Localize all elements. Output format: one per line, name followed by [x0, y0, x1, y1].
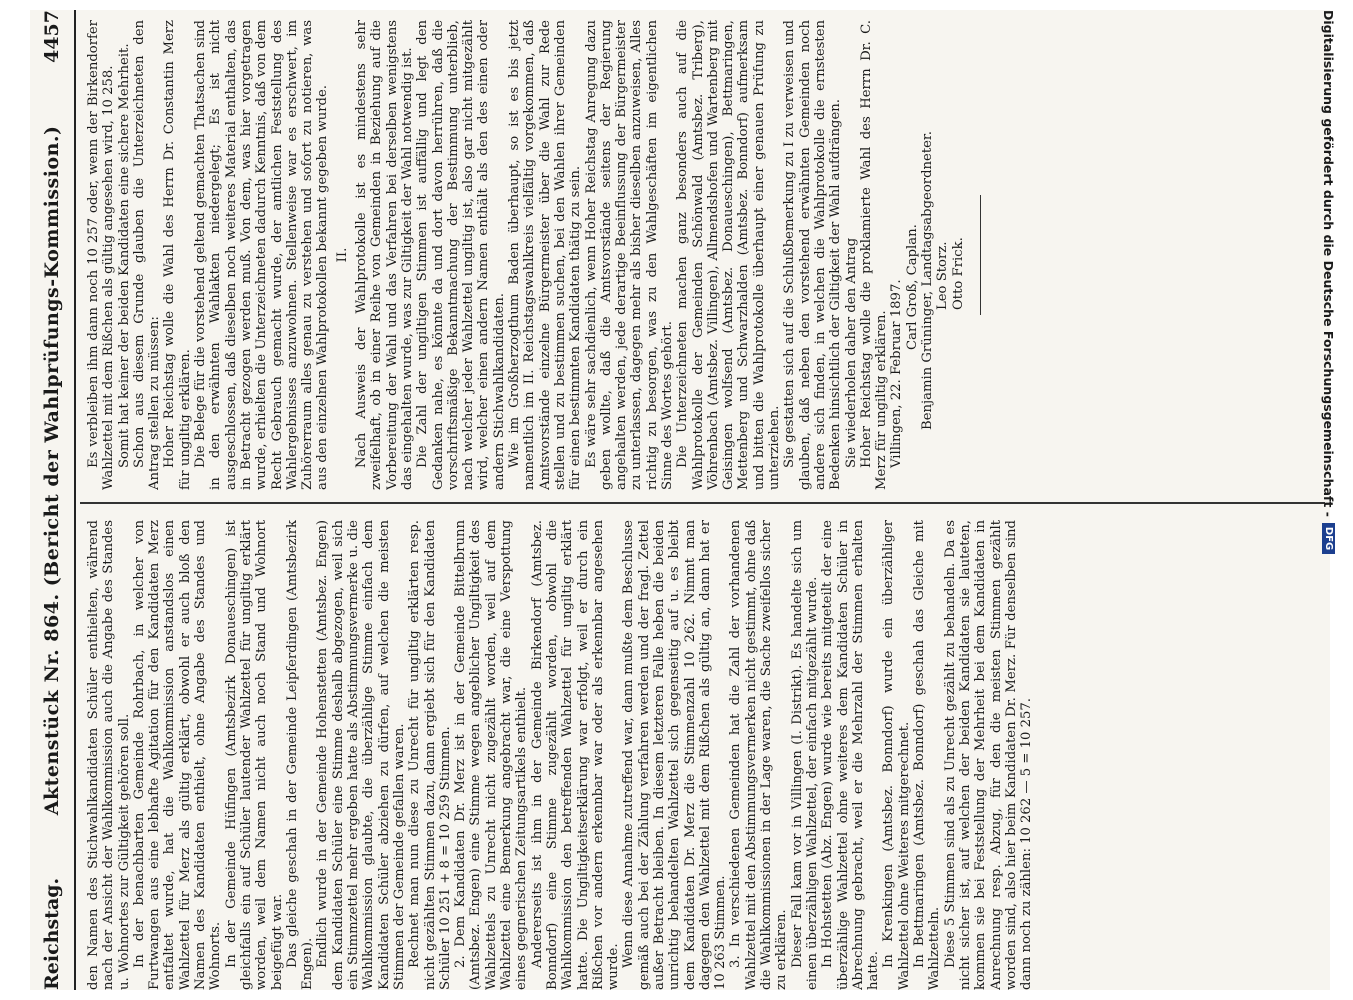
- paragraph: Das gleiche geschah in der Gemeinde Leipferdingen (Amtsbezirk Engen).: [284, 520, 316, 990]
- paragraph: Es verbleiben ihm dann noch 10 257 oder, wenn der Birkendorfer Wahlzettel mit dem Rißchen als gültig angesehen wird, 10 258.: [86, 20, 117, 490]
- paragraph: Die Zahl der ungiltigen Stimmen ist auffällig und legt den Gedanken nahe, es könnte da und dort davon herrühren, daß die vorschriftsmäßige Bekanntmachung der Bestimmung unterblieb, nach welcher jeder Wahlzettel ungiltig ist, also gar nicht mitgezählt wird, welcher einen andern Namen enthält als den des einen oder andern Stichwahlkandidaten.: [415, 20, 507, 490]
- end-rule: [980, 195, 981, 315]
- header-title: Aktenstück Nr. 864. (Bericht der Wahlprüfungs-Kommission.): [41, 125, 63, 816]
- paragraph: Villingen, 22. Februar 1897.: [889, 279, 905, 468]
- paragraph: In Hohstetten (Abz. Engen) wurde wie bereits mitgeteilt der eine überzählige Wahlzettel ohne weiteres dem Kandidaten Schüler in Abrechnung gebracht, weil er die Mehrzahl der Stimmen erhalten hatte.: [820, 520, 882, 990]
- paragraph: Dieser Fall kam vor in Villingen (I. Distrikt). Es handelte sich um einen überzähligen Wahlzettel, der einfach mitgezählt wurde.: [789, 520, 820, 990]
- paragraph: Sie gestatten sich auf die Schlußbemerkung zu I zu verweisen und glauben, daß neben den vorstehend erwähnten Gemeinden noch andere sich finden, in welchen die Wahlprotokolle die ernstesten Bedenken hinsichtlich der Giltigkeit der Wahl aufdrängen.: [782, 20, 844, 490]
- paragraph: 3. In verschiedenen Gemeinden hat die Zahl der vorhandenen Wahlzettel mit den Abstimmungsvermerken nicht gestimmt, ohne daß die Wahlkommissionen in der Lage waren, die Sache zweifellos sicher zu erklären.: [728, 520, 790, 990]
- paragraph: 2. Dem Kandidaten Dr. Merz ist in der Gemeinde Bittelbrunn (Amtsbez. Engen) eine Stimme wegen angeblicher Ungiltigkeit des Wahlzettels zu Unrecht nicht zugezählt worden, weil auf dem Wahlzettel eine Bemerkung angebracht war, die eine Verspottung eines gegnerischen Zeitungsartikels enthielt.: [453, 520, 530, 990]
- document-page: [30, 10, 1330, 990]
- paragraph: Carl Groß, Caplan.: [904, 224, 920, 350]
- paragraph: Diese 5 Stimmen sind als zu Unrecht gezählt zu behandeln. Da es nicht sicher ist, auf welchen der beiden Kandidaten sie lauteten, kommen sie bei Feststellung der Mehrheit bei dem Kandidaten in Anrechnung resp. Abzug, für den die meisten Stimmen gezählt worden sind, also hier beim Kandidaten Dr. Merz. Für denselben sind dann noch zu zählen: 10 262 — 5 = 10 257.: [942, 520, 1035, 990]
- paragraph: In Bettmaringen (Amtsbez. Bonndorf) geschah das Gleiche mit Wahlzetteln.: [912, 520, 943, 990]
- left-column: [86, 520, 1326, 990]
- paragraph: Endlich wurde in der Gemeinde Hohenstetten (Amtsbez. Engen) dem Kandidaten Schüler eine Stimme deshalb abgezogen, weil sich ein Stimmzettel mehr ergeben hatte als Abstimmungsvermerke u. die Wahlkommission glaubte, die überzählige Stimme einfach dem Kandidaten Schüler abziehen zu dürfen, auf welchen die meisten Stimmen der Gemeinde gefallen waren.: [315, 520, 407, 990]
- paragraph: den Namen des Stichwahlkandidaten Schüler enthielten, während nach der Ansicht der Wahlkommission auch die Angabe des Standes u. Wohnortes zur Gültigkeit gehören soll.: [86, 520, 132, 990]
- paragraph: In der Gemeinde Hüfingen (Amtsbezirk Donaueschingen) ist gleichfalls ein auf Schüler lautender Wahlzettel für ungiltig erklärt worden, weil dem Namen nicht auch noch Stand und Wohnort beigefügt war.: [223, 520, 285, 990]
- paragraph: Hoher Reichstag wolle die proklamierte Wahl des Herrn Dr. C. Merz für ungiltig erklären.: [858, 20, 890, 490]
- digitization-text: Digitalisierung gefördert durch die Deutsche Forschungsgemeinschaft -: [1321, 10, 1337, 517]
- column-divider: [80, 502, 1325, 504]
- paragraph: Hoher Reichstag wolle die Wahl des Herrn Dr. Constantin Merz für ungiltig erklären.: [162, 20, 193, 490]
- paragraph: Die Belege für die vorstehend geltend gemachten Thatsachen sind in den erwähnten Wahlakten niedergelegt; Es ist nicht ausgeschlossen, daß dieselben noch weiteres Material enthalten, das in Betracht gezogen werden muß. Von dem, was hier vorgetragen wurde, erhielten die Unterzeichneten dadurch Kenntnis, daß von dem Recht Gebrauch gemacht wurde, der amtlichen Feststellung des Wahlergebnisses anzuwohnen. Stellenweise war es erschwert, im Zuhörerraum alles genau zu verstehen und sofort zu notieren, was aus den einzelnen Wahlprotokollen bekannt gegeben wurde.: [193, 20, 331, 490]
- paragraph: Schon aus diesem Grunde glauben die Unterzeichneten den Antrag stellen zu müssen:: [131, 20, 163, 490]
- page-number: 4457: [41, 10, 63, 63]
- dfg-logo: DFG: [1323, 523, 1336, 554]
- running-head: [30, 10, 76, 990]
- paragraph: Die Unterzeichneten machen ganz besonders auch auf die Wahlprotokolle der Gemeinden Schönwald (Amtsbez. Triberg), Vöhrenbach (Amtsbez. Villingen), Allmendshofen und Wartenberg mit Geisingen wolfsend (Amtsbez. Donaueschingen), Bettmaringen, Mettenberg und Schwarzhalden (Amtsbez. Bonndorf) aufmerksam und bitten die Wahlprotokolle überhaupt einer genauen Prüfung zu unterziehen.: [675, 20, 783, 490]
- paragraph: Benjamin Grüninger, Landtagsabgeordneter.: [920, 131, 936, 430]
- header-left: Reichstag.: [41, 877, 63, 990]
- paragraph: Otto Frick.: [950, 237, 966, 310]
- paragraph: Wenn diese Annahme zutreffend war, dann mußte dem Beschlusse gemäß auch bei der Zählung verfahren werden und der fragl. Zettel außer Betracht bleiben. In diesem letzteren Falle heben die beiden unrichtig behandelten Wahlzettel sich gegenseitig auf u. es bleibt dem Kandidaten Dr. Merz die Stimmenzahl 10 262. Nimmt man dagegen den Wahlzettel mit dem Rißchen als gültig an, dann hat er 10 263 Stimmen.: [621, 520, 729, 990]
- paragraph: Wie im Großherzogthum Baden überhaupt, so ist es bis jetzt namentlich im II. Reichstagswahlkreis vielfältig vorgekommen, daß Amtsvorstände einzelne Bürgermeister über die Wahl zur Rede stellen und zu bestimmen suchen, bei den Wahlen ihrer Gemeinden für einen bestimmten Kandidaten thätig zu sein.: [507, 20, 584, 490]
- paragraph: In Krenkingen (Amtsbez. Bonndorf) wurde ein überzähliger Wahlzettel ohne Weiteres mitgerechnet.: [881, 520, 912, 990]
- paragraph: II.: [334, 247, 350, 263]
- paragraph: Es wäre sehr sachdienlich, wenn Hoher Reichstag Anregung dazu geben wollte, daß die Amtsvorstände seitens der Regierung angehalten werden, jede derartige Beeinflussung der Bürgermeister zu unterlassen, dagegen mehr als bisher dieselben anzuweisen, Alles richtig zu besorgen, was zu den Wahlgeschäften im eigentlichen Sinne des Wortes gehört.: [583, 20, 675, 490]
- paragraph: Sie wiederholen daher den Antrag: [843, 237, 859, 468]
- paragraph: Somit hat keiner der beiden Kandidaten eine sichere Mehrheit.: [116, 43, 132, 468]
- paragraph: In der benachbarten Gemeinde Rohrbach, in welcher von Furtwangen aus eine lebhafte Agitation für den Kandidaten Merz entfaltet wurde, hat die Wahlkommission anstandslos einen Wahlzettel für Merz als gültig erklärt, obwohl er auch bloß den Namen des Kandidaten enthielt, ohne Angabe des Standes und Wohnorts.: [131, 520, 224, 990]
- paragraph: Rechnet man nun diese zu Unrecht für ungiltig erklärten resp. nicht gezählten Stimmen dazu, dann ergiebt sich für den Kandidaten Schüler 10 251 + 8 = 10 259 Stimmen.: [407, 520, 453, 990]
- digitization-note: [1318, 10, 1340, 1000]
- paragraph: Leo Storz.: [935, 241, 951, 310]
- right-column: [86, 20, 1326, 490]
- paragraph: Andererseits ist ihm in der Gemeinde Birkendorf (Amtsbez. Bonndorf) eine Stimme zugezählt worden, obwohl die Wahlkommission den betreffenden Wahlzettel für ungiltig erklärt hatte. Die Ungiltigkeitserklärung war erfolgt, weil er durch ein Rißchen vor andern erkennbar war oder als erkennbar angesehen wurde.: [529, 520, 622, 990]
- paragraph: Nach Ausweis der Wahlprotokolle ist es mindestens sehr zweifelhaft, ob in einer Reihe von Gemeinden in Beziehung auf die Vorbereitung der Wahl und das Verfahren bei derselben wenigstens das eingehalten wurde, was zur Giltigkeit der Wahl notwendig ist.: [354, 20, 415, 490]
